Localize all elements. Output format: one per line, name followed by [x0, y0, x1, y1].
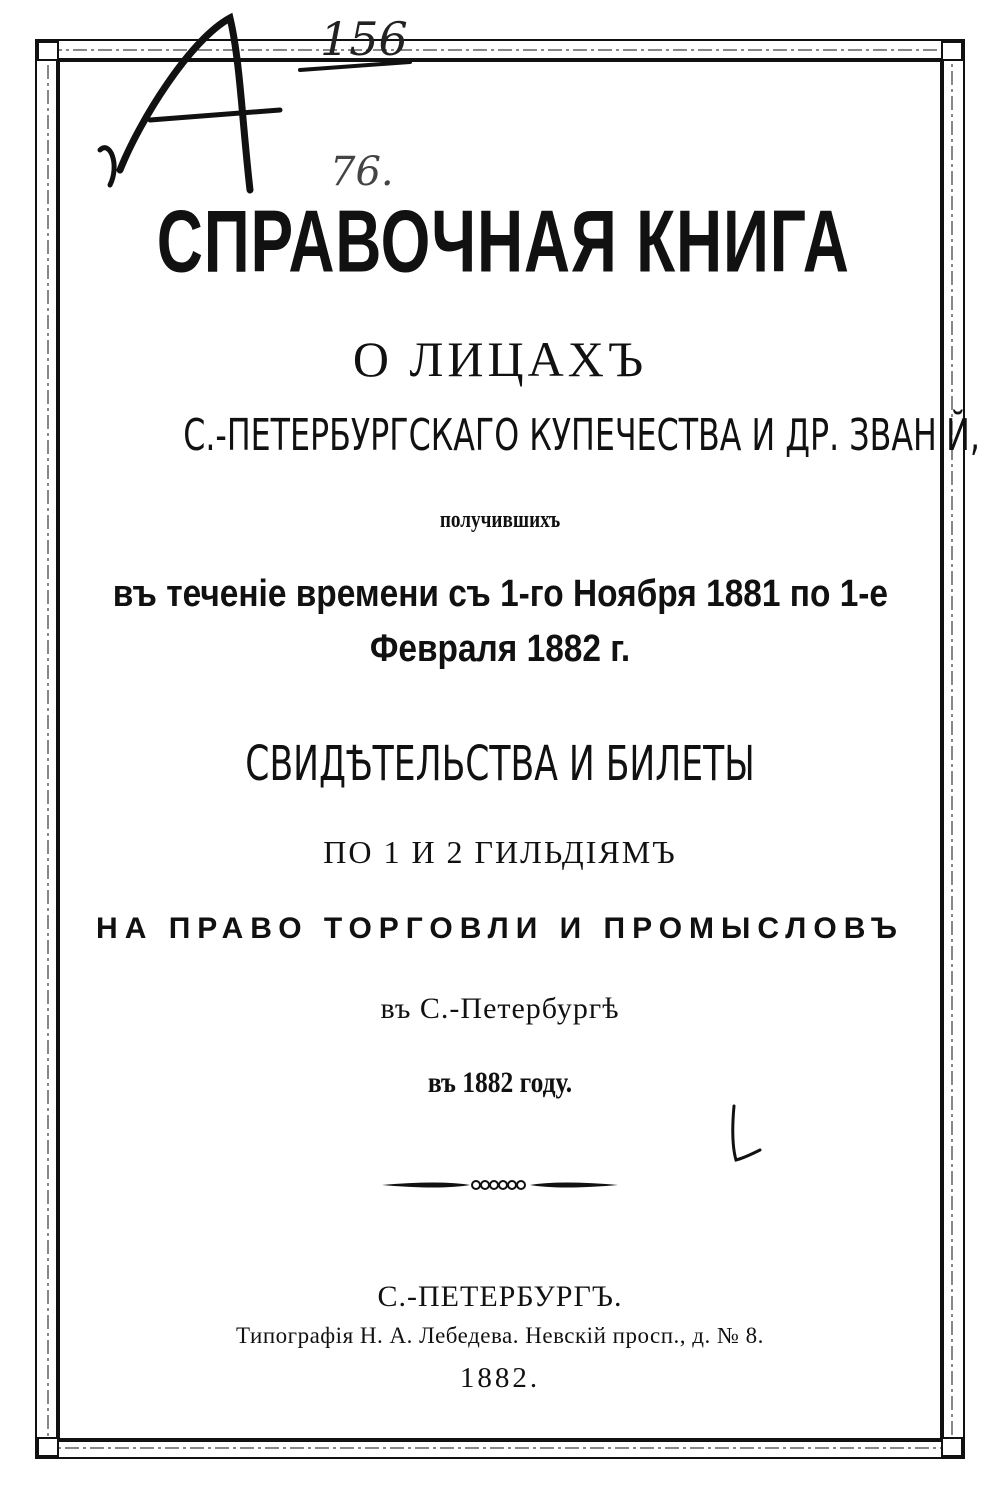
subtitle-merchants: С.-ПЕТЕРБУРГСКАГО КУПЕЧЕСТВА И ДР. ЗВАНІЙ,: [183, 410, 980, 461]
publication-year: 1882.: [459, 1362, 541, 1394]
subtitle-about-persons: О ЛИЦАХЪ: [352, 331, 648, 387]
handwritten-pencil-mark: [720, 1100, 770, 1170]
svg-text:156: 156: [320, 12, 408, 66]
book-title: СПРАВОЧНАЯ КНИГА: [156, 192, 850, 291]
received-label: получившихъ: [439, 507, 561, 533]
svg-text:76.: 76.: [330, 149, 394, 195]
handwritten-shelfmark: [80, 0, 500, 200]
place-line: въ С.-Петербургѣ: [380, 992, 620, 1025]
period-line-1: въ теченіе времени съ 1-го Ноября 1881 по 1-е: [112, 573, 889, 615]
trade-rights-line: НА ПРАВО ТОРГОВЛИ И ПРОМЫСЛОВЪ: [96, 912, 904, 945]
year-line: въ 1882 году.: [427, 1066, 573, 1099]
divider-ornament: [380, 1170, 620, 1200]
guilds-line: ПО 1 И 2 ГИЛЬДІЯМЪ: [323, 834, 677, 870]
printer-imprint: Типографія Н. А. Лебедева. Невскій просп., д. № 8.: [236, 1323, 764, 1348]
period-line-2: Февраля 1882 г.: [369, 628, 631, 670]
publication-city: С.-ПЕТЕРБУРГЪ.: [377, 1280, 623, 1313]
certificates-heading: СВИДѢТЕЛЬСТВА И БИЛЕТЫ: [245, 736, 755, 792]
